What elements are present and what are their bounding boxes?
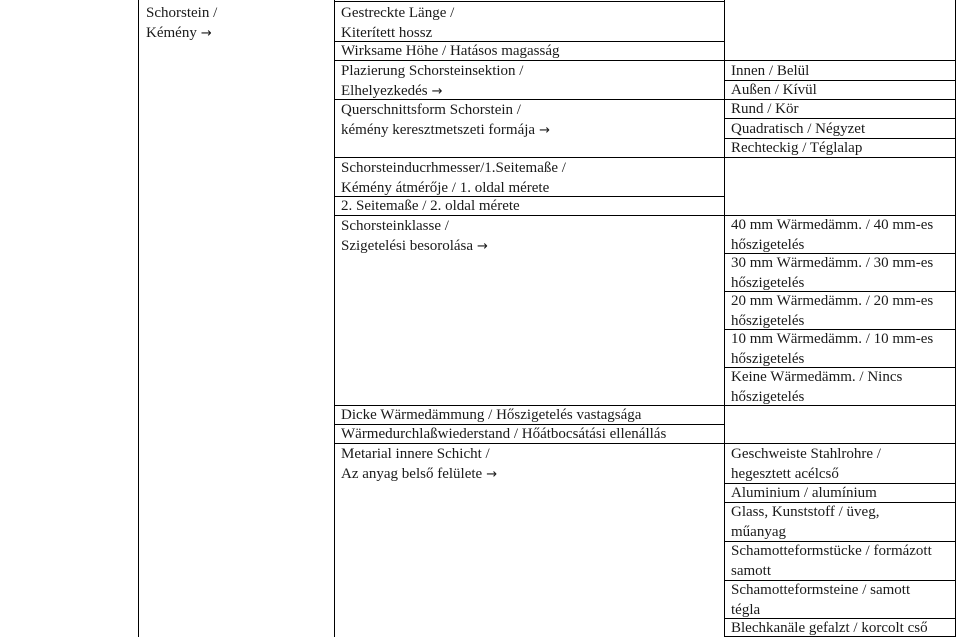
option-welded-steel	[731, 445, 881, 484]
option-aluminium	[731, 484, 877, 504]
param-line: Metarial innere Schicht /	[341, 446, 490, 462]
param-cross-section	[341, 101, 550, 140]
table-border-col2	[334, 0, 335, 637]
option-text: Rund / Kör	[731, 101, 799, 117]
option-text: hőszigetelés	[731, 388, 805, 405]
option-rectangle	[731, 139, 862, 159]
chimney-label-line1: Schorstein /	[146, 5, 218, 21]
option-text: samott	[731, 562, 771, 579]
option-outside	[731, 81, 817, 101]
option-text: Rechteckig / Téglalap	[731, 140, 863, 156]
option-text: Außen / Kívül	[731, 82, 817, 98]
row-divider	[334, 157, 725, 158]
option-insulation-20	[731, 292, 933, 331]
option-insulation-40	[731, 216, 933, 255]
option-inside	[731, 62, 809, 82]
arrow-right-icon: →	[477, 238, 488, 254]
param-text: Az anyag belső felülete	[341, 465, 483, 482]
row-divider	[334, 1, 725, 2]
table-border-left	[138, 0, 139, 637]
param-line: Schorsteinklasse /	[341, 218, 449, 234]
param-diameter	[341, 159, 566, 198]
param-line: Gestreckte Länge /	[341, 5, 455, 21]
chimney-label-line2	[146, 24, 217, 44]
param-placement	[341, 62, 523, 101]
option-folded-sheet	[731, 619, 928, 639]
option-fireclay-formed	[731, 542, 932, 581]
param-inner-material	[341, 445, 497, 484]
arrow-right-icon: →	[200, 25, 212, 41]
param-text: kémény keresztmetszeti formája	[341, 121, 536, 138]
option-text: 20 mm Wärmedämm. / 20 mm-es	[731, 293, 934, 309]
row-divider	[724, 443, 956, 444]
param-text: Szigetelési besorolása	[341, 237, 474, 254]
param-thermal-resistance	[341, 425, 666, 445]
option-text: hőszigetelés	[731, 236, 805, 253]
param-line: Wirksame Höhe / Hatásos magasság	[341, 43, 560, 59]
option-insulation-30	[731, 254, 933, 293]
option-text: Aluminium / alumínium	[731, 485, 877, 501]
param-line: 2. Seitemaße / 2. oldal mérete	[341, 198, 520, 214]
param-line: Plazierung Schorsteinsektion /	[341, 63, 524, 79]
param-line: Kiterített hossz	[341, 24, 433, 41]
param-insulation-class	[341, 217, 488, 256]
param-line: Wärmedurchlaßwiederstand / Hőátbocsátási ellenállás	[341, 426, 667, 442]
option-text: hegesztett acélcső	[731, 465, 839, 482]
option-text: Keine Wärmedämm. / Nincs	[731, 369, 903, 385]
option-text: hőszigetelés	[731, 312, 805, 329]
option-text: Innen / Belül	[731, 63, 810, 79]
arrow-right-icon: →	[539, 122, 550, 138]
option-text: Blechkanäle gefalzt / korcolt cső	[731, 620, 928, 636]
option-text: Geschweiste Stahlrohre /	[731, 446, 881, 462]
param-line	[341, 237, 488, 257]
option-text: 10 mm Wärmedämm. / 10 mm-es	[731, 331, 934, 347]
arrow-right-icon: →	[486, 466, 498, 482]
chimney-label-text: Kémény	[146, 24, 197, 41]
param-second-side	[341, 197, 520, 217]
param-line: Schorsteinducrhmesser/1.Seitemaße /	[341, 160, 566, 176]
param-insulation-thickness	[341, 406, 641, 426]
option-glass-plastic	[731, 503, 879, 542]
option-round	[731, 100, 799, 120]
option-insulation-none	[731, 368, 902, 407]
option-text: 40 mm Wärmedämm. / 40 mm-es	[731, 217, 934, 233]
row-divider	[724, 60, 956, 61]
option-insulation-10	[731, 330, 933, 369]
param-line: Querschnittsform Schorstein /	[341, 102, 521, 118]
option-text: tégla	[731, 601, 761, 618]
param-line: Dicke Wärmedämmung / Hőszigetelés vastagsága	[341, 407, 642, 423]
param-line: Kémény átmérője / 1. oldal mérete	[341, 179, 550, 196]
option-text: 30 mm Wärmedämm. / 30 mm-es	[731, 255, 934, 271]
option-text: hőszigetelés	[731, 350, 805, 367]
option-text: Schamotteformsteine / samott	[731, 582, 911, 598]
param-line	[341, 121, 550, 141]
chimney-label	[146, 4, 217, 43]
option-fireclay-brick	[731, 581, 910, 620]
param-line	[341, 82, 523, 102]
param-stretched-length	[341, 4, 454, 43]
option-text: hőszigetelés	[731, 274, 805, 291]
option-text: Glass, Kunststoff / üveg,	[731, 504, 880, 520]
param-line	[341, 465, 497, 485]
option-square	[731, 120, 865, 140]
option-text: Schamotteformstücke / formázott	[731, 543, 932, 559]
option-text: műanyag	[731, 523, 786, 540]
param-text: Elhelyezkedés	[341, 82, 428, 99]
arrow-right-icon: →	[431, 83, 443, 99]
option-text: Quadratisch / Négyzet	[731, 121, 866, 137]
param-effective-height	[341, 42, 560, 62]
